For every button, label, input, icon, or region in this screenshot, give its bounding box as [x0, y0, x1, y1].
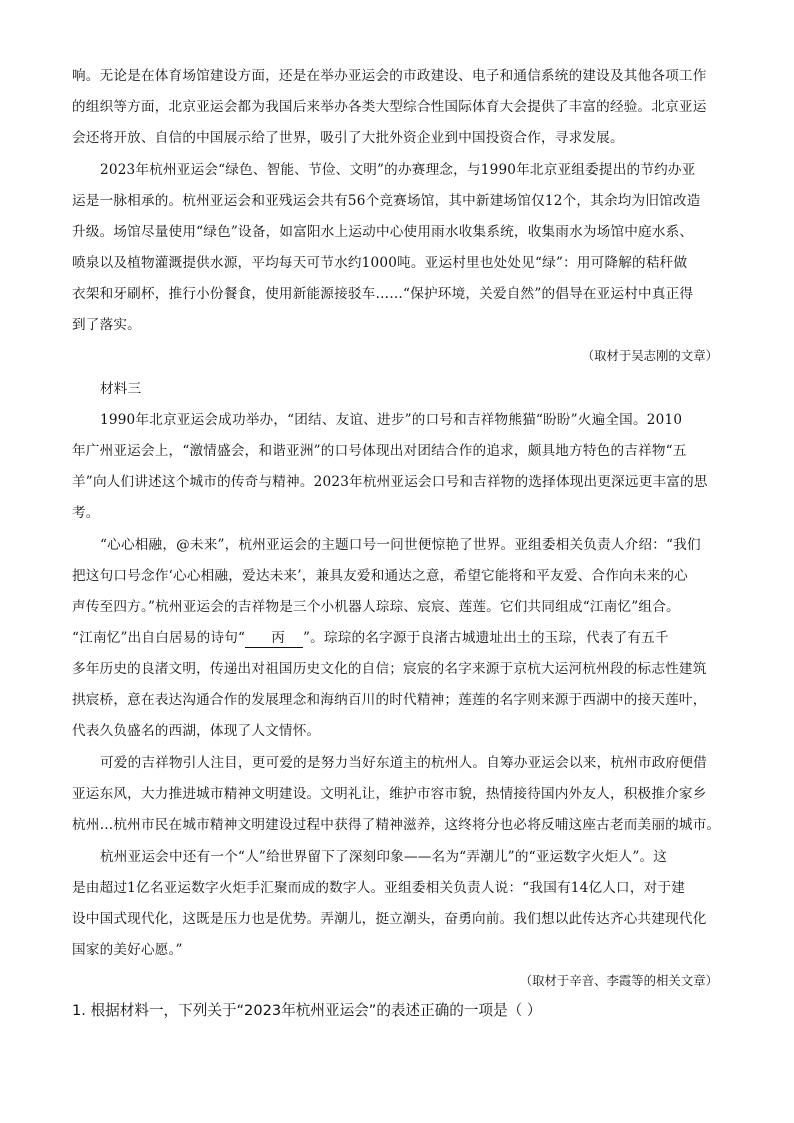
paragraph-line: 考。	[72, 505, 100, 521]
paragraph-line: 多年历史的良渚文明，传递出对祖国历史文化的自信；宸宸的名字来源于京杭大运河杭州段的标志性建筑	[72, 661, 707, 677]
paragraph-line: 亚运东风，大力推进城市精神文明建设。文明礼让，维护市容市貌，热情接待国内外友人，积极推介家乡	[72, 786, 707, 802]
paragraph-line: 代表久负盛名的西湖，体现了人文情怀。	[72, 723, 321, 739]
paragraph-line: 设中国式现代化，这既是压力也是优势。弄潮儿，挺立潮头，奋勇向前。我们想以此传达齐心共建现代化	[72, 911, 707, 927]
paragraph-line: 运是一脉相承的。杭州亚运会和亚残运会共有56个竞赛场馆，其中新建场馆仅12个，其余均为旧馆改造	[72, 193, 701, 209]
paragraph-line: 杭州亚运会中还有一个“人”给世界留下了深刻印象——名为“弄潮儿”的“亚运数字火炬人”。这	[100, 849, 668, 865]
answer-blank: 丙	[245, 630, 303, 648]
paragraph-line: 响。无论是在体育场馆建设方面，还是在举办亚运会的市政建设、电子和通信系统的建设及其他各项工作	[72, 68, 707, 84]
paragraph-line: 的组织等方面，北京亚运会都为我国后来举办各类大型综合性国际体育大会提供了丰富的经验。北京亚运	[72, 99, 707, 115]
paragraph-line: “心心相融，@未来”，杭州亚运会的主题口号一问世便惊艳了世界。亚组委相关负责人介绍：“我们	[100, 537, 701, 553]
paragraph-line: 国家的美好心愿。”	[72, 942, 183, 958]
paragraph-line: 衣架和牙刷杯，推行小份餐食，使用新能源接驳车……“保护环境，关爱自然”的倡导在亚运村中真正得	[72, 286, 694, 302]
paragraph-line: 会还将开放、自信的中国展示给了世界，吸引了大批外资企业到中国投资合作，寻求发展。	[72, 130, 624, 146]
paragraph-line: 杭州…杭州市民在城市精神文明建设过程中获得了精神滋养，这终将分也必将反哺这座古老而美丽的城市。	[72, 817, 721, 833]
source-citation: （取材于吴志刚的文章）	[581, 348, 718, 363]
question-1: 1. 根据材料一，下列关于“2023年杭州亚运会”的表述正确的一项是（ ）	[72, 1002, 542, 1019]
fill-in-blank-line	[72, 628, 669, 648]
paragraph-line: 是由超过1亿名亚运数字火炬手汇聚而成的数字人。亚组委相关负责人说：“我国有14亿人口，对于建	[72, 880, 686, 896]
paragraph-line: 喷泉以及植物灌溉提供水源，平均每天可节水约1000吨。亚运村里也处处见“绿”：用可降解的秸秆做	[72, 255, 688, 271]
paragraph-line: 年广州亚运会上，“激情盛会，和谐亚洲”的口号体现出对团结合作的追求，颇具地方特色的吉祥物“五	[72, 443, 687, 459]
source-citation: （取材于辛音、李霞等的相关文章）	[519, 973, 718, 988]
paragraph-line: 拱宸桥，意在表达沟通合作的发展理念和海纳百川的时代精神；莲莲的名字则来源于西湖中的接天莲叶，	[72, 692, 707, 708]
paragraph-line: 声传至四方。”杭州亚运会的吉祥物是三个小机器人琮琮、宸宸、莲莲。它们共同组成“江南忆”组合。	[72, 599, 680, 615]
paragraph-line: 1990年北京亚运会成功举办，“团结、友谊、进步”的口号和吉祥物熊猫“盼盼”火遍全国。2010	[100, 412, 683, 428]
paragraph-line: 2023年杭州亚运会“绿色、智能、节俭、文明”的办赛理念，与1990年北京亚组委提出的节约办亚	[100, 162, 696, 178]
section-heading: 材料三	[100, 381, 142, 397]
paragraph-line: 把这句口号念作‘心心相融，爱达未来’，兼具友爱和通达之意，希望它能将和平友爱、合作向未来的心	[72, 568, 688, 584]
blank-suffix: ”。琮琮的名字源于良渚古城遗址出土的玉琮，代表了有五千	[302, 630, 669, 646]
paragraph-line: 升级。场馆尽量使用“绿色”设备，如富阳水上运动中心使用雨水收集系统，收集雨水为场馆中庭水系、	[72, 224, 694, 240]
paragraph-line: 可爱的吉祥物引人注目，更可爱的是努力当好东道主的杭州人。自筹办亚运会以来，杭州市政府便借	[100, 755, 707, 771]
paragraph-line: 羊”向人们讲述这个城市的传奇与精神。2023年杭州亚运会口号和吉祥物的选择体现出更深远更丰富的思	[72, 474, 708, 490]
paragraph-line: 到了落实。	[72, 317, 141, 333]
blank-prefix: “江南忆”出自白居易的诗句“	[72, 630, 246, 646]
